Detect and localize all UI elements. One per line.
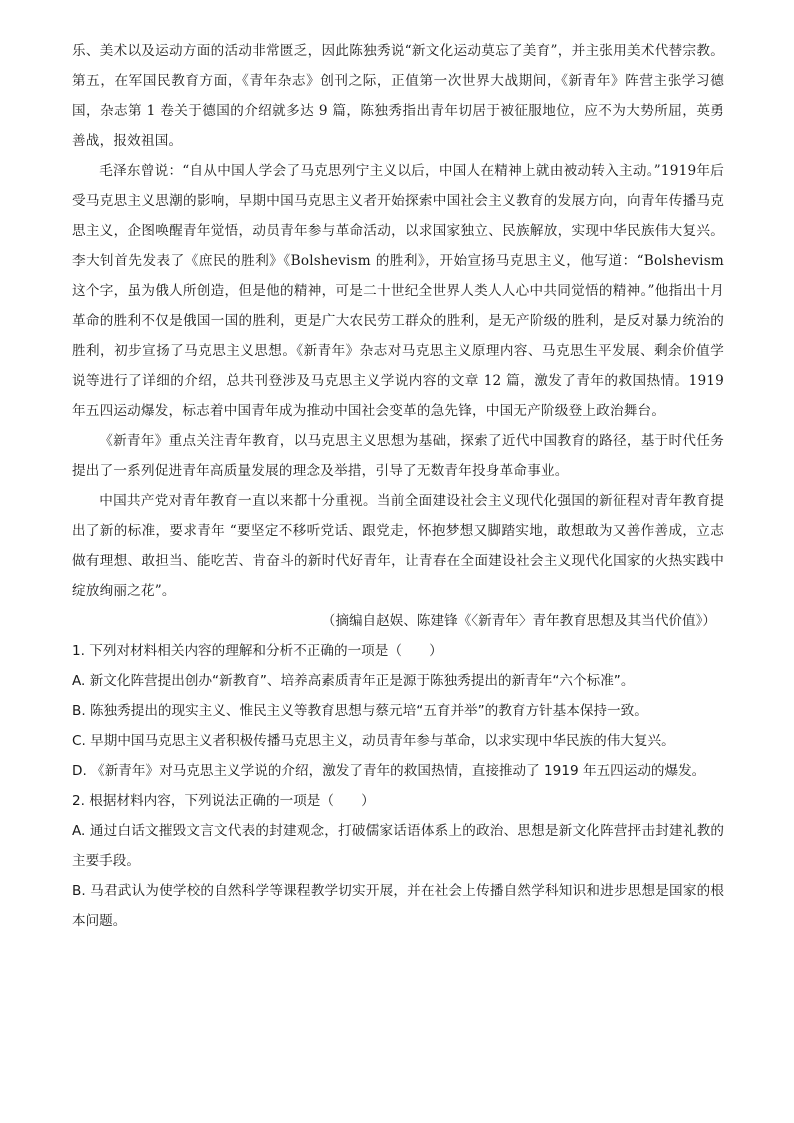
question-1 bbox=[72, 636, 724, 786]
question-1-option-a[interactable]: A. 新文化阵营提出创办“新教育”、培养高素质青年正是源于陈独秀提出的新青年“六个标准”。 bbox=[72, 673, 635, 689]
passage-source: （摘编自赵娱、陈建锋《〈新青年〉青年教育思想及其当代价值》） bbox=[321, 613, 716, 629]
question-2 bbox=[72, 786, 724, 936]
passage-paragraph-4: 中国共产党对青年教育一直以来都十分重视。当前全面建设社会主义现代化强国的新征程对青年教育提出了新的标准，要求青年 “要坚定不移听党话、跟党走，怀抱梦想又脚踏实地，敢想敢为又善作善成，立志做有理想、敢担当、能吃苦、肯奋斗的新时代好青年，让青春在全面建设社会主义现代化国家的火热实践中绽放绚丽之花”。 bbox=[72, 493, 724, 599]
passage-paragraph-2: 毛泽东曾说：“自从中国人学会了马克思列宁主义以后，中国人在精神上就由被动转入主动。”1919年后受马克思主义思潮的影响，早期中国马克思主义者开始探索中国社会主义教育的发展方向，向青年传播马克思主义，企图唤醒青年觉悟，动员青年参与革命活动，以求国家独立、民族解放，实现中华民族伟大复兴。李大钊首先发表了《庶民的胜利》《Bolshevism 的胜利》，开始宣扬马克思主义，他写道：“Bolshevism 这个字，虽为俄人所创造，但是他的精神，可是二十世纪全世界人类人人心中共同觉悟的精神。”他指出十月革命的胜利不仅是俄国一国的胜利，更是广大农民劳工群众的胜利，是无产阶级的胜利，是反对暴力统治的胜利，初步宣扬了马克思主义思想。《新青年》杂志对马克思主义原理内容、马克思生平发展、剩余价值学说等进行了详细的介绍，总共刊登涉及马克思主义学说内容的文章 12 篇，激发了青年的救国热情。1919 年五四运动爆发，标志着中国青年成为推动中国社会变革的急先锋，中国无产阶级登上政治舞台。 bbox=[72, 163, 724, 419]
question-2-stem: 2. 根据材料内容，下列说法正确的一项是（ ） bbox=[72, 793, 375, 809]
passage-paragraph-3: 《新青年》重点关注青年教育，以马克思主义思想为基础，探索了近代中国教育的路径，基于时代任务提出了一系列促进青年高质量发展的理念及举措，引导了无数青年投身革命事业。 bbox=[72, 433, 724, 479]
question-1-option-b[interactable]: B. 陈独秀提出的现实主义、惟民主义等教育思想与蔡元培“五育并举”的教育方针基本保持一致。 bbox=[72, 703, 648, 719]
question-2-option-a[interactable]: A. 通过白话文摧毁文言文代表的封建观念，打破儒家话语体系上的政治、思想是新文化阵营抨击封建礼教的主要手段。 bbox=[72, 823, 724, 869]
question-1-option-c[interactable]: C. 早期中国马克思主义者积极传播马克思主义，动员青年参与革命，以求实现中华民族的伟大复兴。 bbox=[72, 733, 675, 749]
passage-paragraph-1: 乐、美术以及运动方面的活动非常匮乏，因此陈独秀说“新文化运动莫忘了美育”，并主张用美术代替宗教。第五，在军国民教育方面，《青年杂志》创刊之际，正值第一次世界大战期间，《新青年》阵营主张学习德国，杂志第 1 卷关于德国的介绍就多达 9 篇，陈独秀指出青年切居于被征服地位，应不为大势所屈，英勇善战，报效祖国。 bbox=[72, 43, 724, 149]
question-1-option-d[interactable]: D. 《新青年》对马克思主义学说的介绍，激发了青年的救国热情，直接推动了 1919 年五四运动的爆发。 bbox=[72, 763, 706, 779]
document-page bbox=[72, 36, 724, 936]
question-1-stem: 1. 下列对材料相关内容的理解和分析不正确的一项是（ ） bbox=[72, 643, 443, 659]
question-2-option-b[interactable]: B. 马君武认为使学校的自然科学等课程教学切实开展，并在社会上传播自然学科知识和进步思想是国家的根本问题。 bbox=[72, 883, 724, 929]
